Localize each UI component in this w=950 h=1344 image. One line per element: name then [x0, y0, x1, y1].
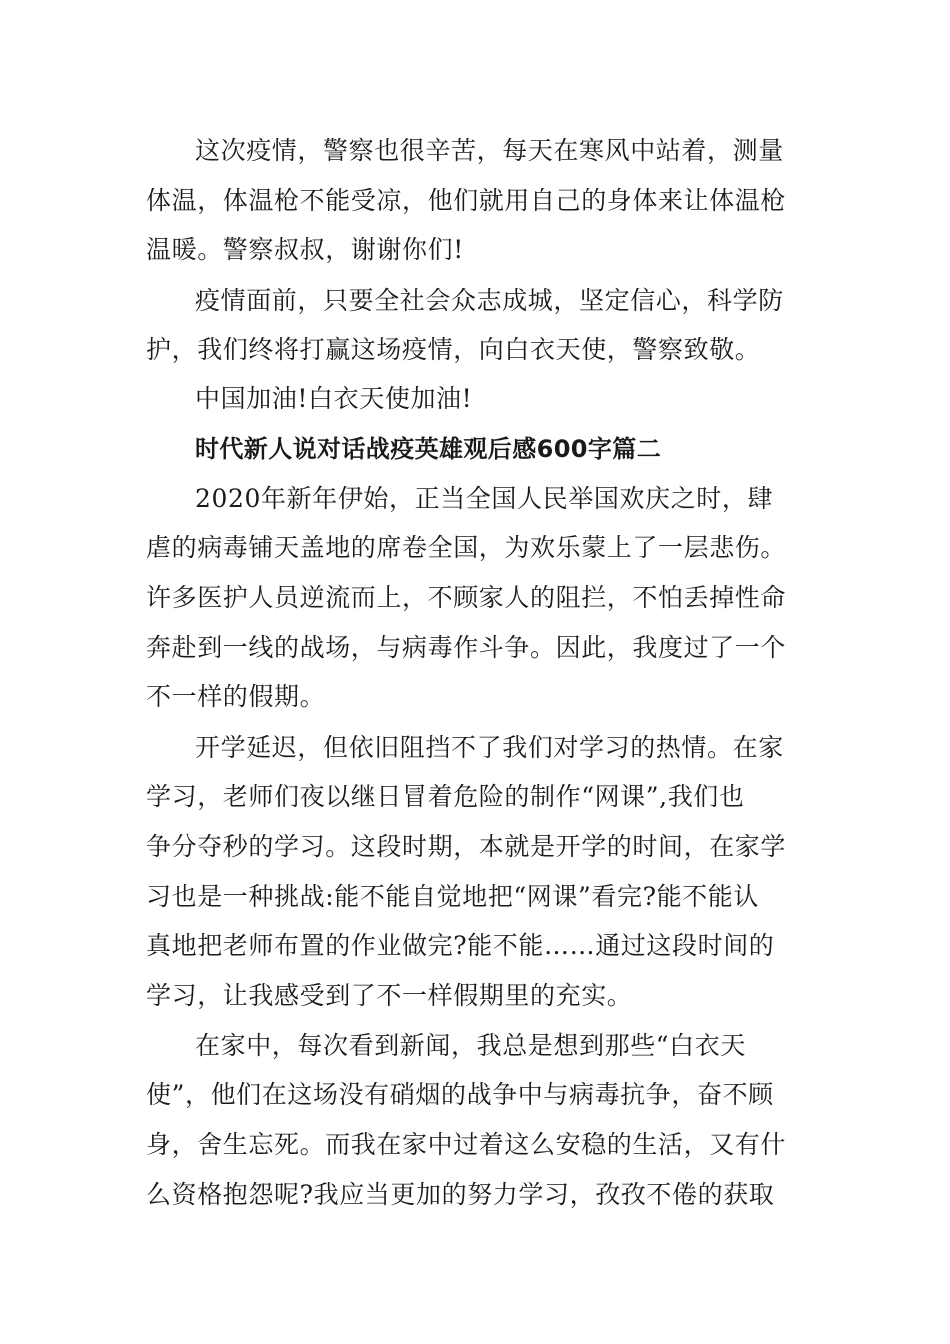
paragraph-line: 不一样的假期。	[146, 682, 326, 711]
paragraph-line: 学习，老师们夜以继日冒着危险的制作“网课”,我们也	[146, 782, 745, 811]
paragraph-line: 真地把老师布置的作业做完?能不能……通过这段时间的	[146, 931, 775, 960]
paragraph-line: 许多医护人员逆流而上，不顾家人的阻拦，不怕丢掉性命	[146, 583, 787, 612]
paragraph-line: 争分夺秒的学习。这段时期，本就是开学的时间，在家学	[146, 832, 787, 861]
paragraph-line: 虐的病毒铺天盖地的席卷全国，为欢乐蒙上了一层悲伤。	[146, 533, 787, 562]
paragraph-line: 体温，体温枪不能受凉，他们就用自己的身体来让体温枪	[146, 186, 787, 215]
section-heading: 时代新人说对话战疫英雄观后感600字篇二	[195, 435, 662, 463]
paragraph-line: 身，舍生忘死。而我在家中过着这么安稳的生活，又有什	[146, 1130, 787, 1159]
paragraph-line: 习也是一种挑战:能不能自觉地把“网课”看完?能不能认	[146, 882, 759, 911]
paragraph-line: 在家中，每次看到新闻，我总是想到那些“白衣天	[195, 1031, 746, 1060]
paragraph-line: 开学延迟，但依旧阻挡不了我们对学习的热情。在家	[195, 733, 784, 762]
paragraph-line: 学习，让我感受到了不一样假期里的充实。	[146, 981, 633, 1010]
paragraph-line: 2020年新年伊始，正当全国人民举国欢庆之时，肆	[195, 484, 774, 513]
paragraph-line: 么资格抱怨呢?我应当更加的努力学习，孜孜不倦的获取	[146, 1180, 775, 1209]
paragraph-line: 温暖。警察叔叔，谢谢你们!	[146, 235, 464, 264]
paragraph-line: 中国加油!白衣天使加油!	[195, 384, 473, 413]
paragraph-line: 疫情面前，只要全社会众志成城，坚定信心，科学防	[195, 286, 784, 315]
paragraph-line: 奔赴到一线的战场，与病毒作斗争。因此，我度过了一个	[146, 633, 787, 662]
paragraph-line: 这次疫情，警察也很辛苦，每天在寒风中站着，测量	[195, 136, 784, 165]
paragraph-line: 护，我们终将打赢这场疫情，向白衣天使，警察致敬。	[146, 335, 761, 364]
paragraph-line: 使”，他们在这场没有硝烟的战争中与病毒抗争，奋不顾	[146, 1080, 774, 1109]
